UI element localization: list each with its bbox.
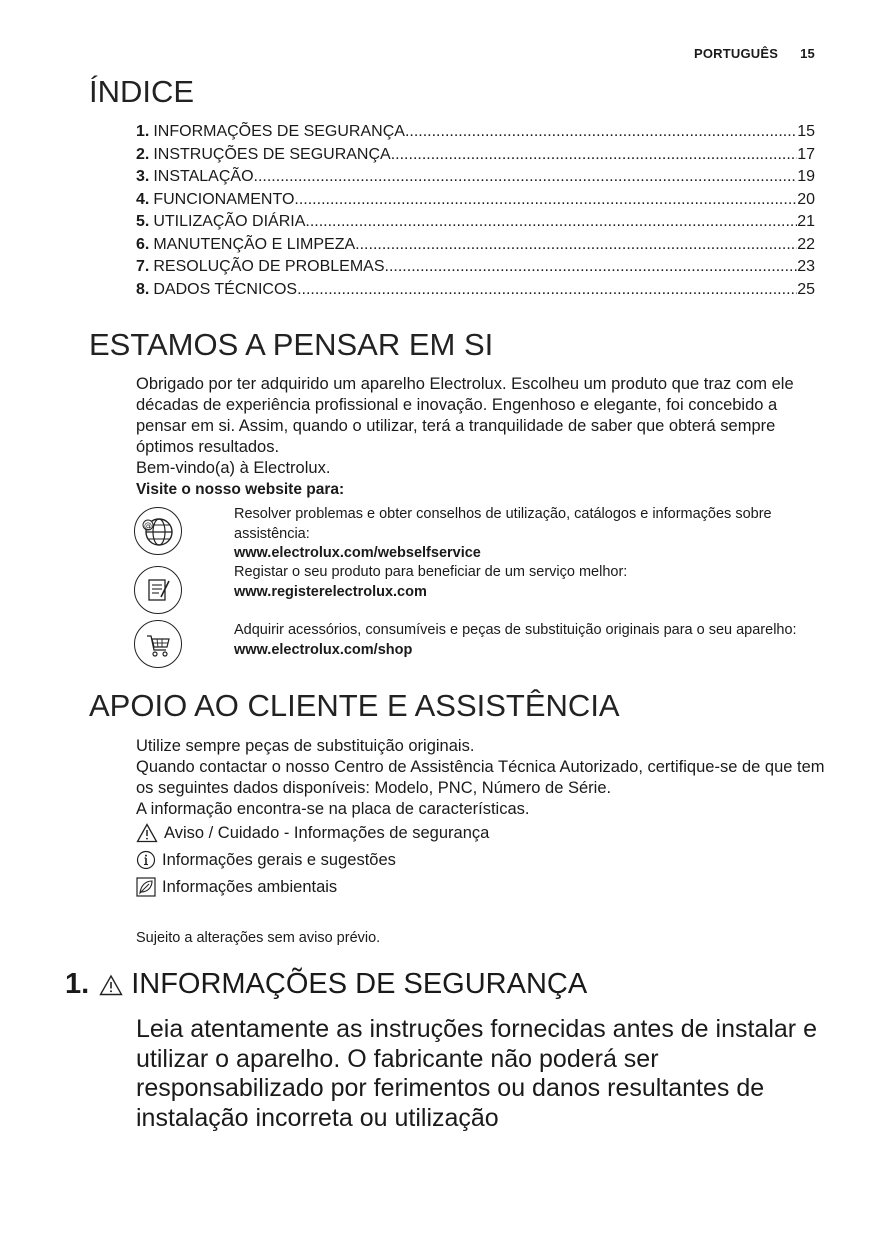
section-number: 1. [65,968,90,1000]
toc-item-number: 4. [136,190,150,208]
toc-item-page: 20 [797,190,815,208]
section-title: INFORMAÇÕES DE SEGURANÇA [131,968,588,1000]
legend-text: Informações gerais e sugestões [162,850,396,869]
toc-item-label: INSTALAÇÃO [153,168,254,185]
section-1-intro: Leia atentamente as instruções fornecidas antes de instalar e utilizar o aparelho. O fabricante não poderá ser responsabilizado por ferimentos ou danos resultantes de instalação incorreta ou utilização [136,1015,817,1132]
language-label: PORTUGUÊS [693,46,779,61]
link-url[interactable]: www.electrolux.com/webselfservice [234,545,481,561]
toc-item-label: FUNCIONAMENTO [153,190,295,208]
page-header [672,46,815,61]
legend-item-info [136,850,396,870]
section-1-heading [65,968,587,1001]
toc-item-label: RESOLUÇÃO DE PROBLEMAS [153,258,385,275]
toc-item[interactable] [136,189,815,212]
link-url[interactable]: www.registerelectrolux.com [234,583,427,600]
toc-item[interactable] [136,121,815,144]
link-text [234,563,819,602]
link-row-webselfservice [134,505,824,561]
toc-item-page: 15 [797,123,815,140]
change-notice: Sujeito a alterações sem aviso prévio. [136,930,381,946]
warning-icon [136,823,158,843]
toc-item-number: 7. [136,258,150,275]
toc-item[interactable] [136,256,815,279]
legend-item-environment [136,877,337,897]
link-text [234,505,819,564]
svg-text:@: @ [144,521,152,530]
toc-item[interactable] [136,144,815,167]
page-number: 15 [800,46,815,61]
toc-item-number: 2. [136,145,150,163]
toc-item-label: UTILIZAÇÃO DIÁRIA [153,213,306,230]
info-icon [136,850,156,870]
visit-label: Visite o nosso website para: [136,481,345,498]
link-description: Adquirir acessórios, consumíveis e peças de substituição originais para o seu aparelho: [234,622,797,638]
support-line1: Utilize sempre peças de substituição originais. [136,737,475,755]
link-url[interactable]: www.electrolux.com/shop [234,641,413,658]
toc-item-page: 17 [797,145,815,163]
link-description: Registar o seu produto para beneficiar de um serviço melhor: [234,564,628,580]
register-icon [134,566,182,614]
welcome-text: Bem-vindo(a) à Electrolux. [136,459,331,477]
toc-item-page: 25 [797,280,815,298]
toc-leader [254,166,798,189]
legend-item-warning [136,823,489,843]
legend-text: Aviso / Cuidado - Informações de segurança [164,823,490,842]
toc-leader [391,144,797,167]
thinking-paragraph: Obrigado por ter adquirido um aparelho Electrolux. Escolheu um produto que traz com ele décadas de experiência profissional e inovação. Engenhoso e elegante, foi concebido a pensar em si. Assim, quando o utilizar, terá a tranquilidade de saber que obterá sempre óptimos resultados. [136,375,794,456]
toc-leader [305,211,797,234]
support-line2: Quando contactar o nosso Centro de Assistência Técnica Autorizado, certifique-se de que tem os seguintes dados disponíveis: Modelo, PNC, Número de Série. [136,758,825,797]
toc-item-number: 8. [136,280,150,298]
support-title: APOIO AO CLIENTE E ASSISTÊNCIA [89,688,620,723]
toc-item-number: 3. [136,168,150,185]
leaf-icon [136,877,156,897]
toc-item-label: INFORMAÇÕES DE SEGURANÇA [153,123,405,140]
toc-item-page: 19 [797,168,815,185]
globe-icon [134,507,182,555]
toc-leader [405,121,797,144]
toc-leader [294,189,797,212]
toc-item[interactable] [136,279,815,302]
toc-item-page: 22 [797,235,815,253]
warning-icon [99,974,123,996]
link-description: Resolver problemas e obter conselhos de utilização, catálogos e informações sobre assistência: [234,506,772,542]
table-of-contents [136,121,815,301]
toc-item[interactable] [136,234,815,257]
cart-icon [134,620,182,668]
thinking-title: ESTAMOS A PENSAR EM SI [89,327,494,362]
index-title: ÍNDICE [89,74,195,109]
toc-leader [385,256,798,279]
toc-leader [355,234,797,257]
toc-item-label: DADOS TÉCNICOS [153,280,298,298]
toc-item-number: 6. [136,235,150,253]
toc-leader [297,279,797,302]
toc-item-label: MANUTENÇÃO E LIMPEZA [153,235,356,253]
support-line3: A informação encontra-se na placa de características. [136,800,530,818]
toc-item-label: INSTRUÇÕES DE SEGURANÇA [153,145,391,163]
toc-item[interactable] [136,211,815,234]
toc-item-number: 5. [136,213,150,230]
link-row-shop [134,620,824,680]
link-row-register [134,563,824,615]
toc-item-number: 1. [136,123,150,140]
toc-item[interactable] [136,166,815,189]
toc-item-page: 21 [797,213,815,230]
toc-item-page: 23 [797,258,815,275]
legend-text: Informações ambientais [162,877,338,896]
link-text [234,621,819,660]
